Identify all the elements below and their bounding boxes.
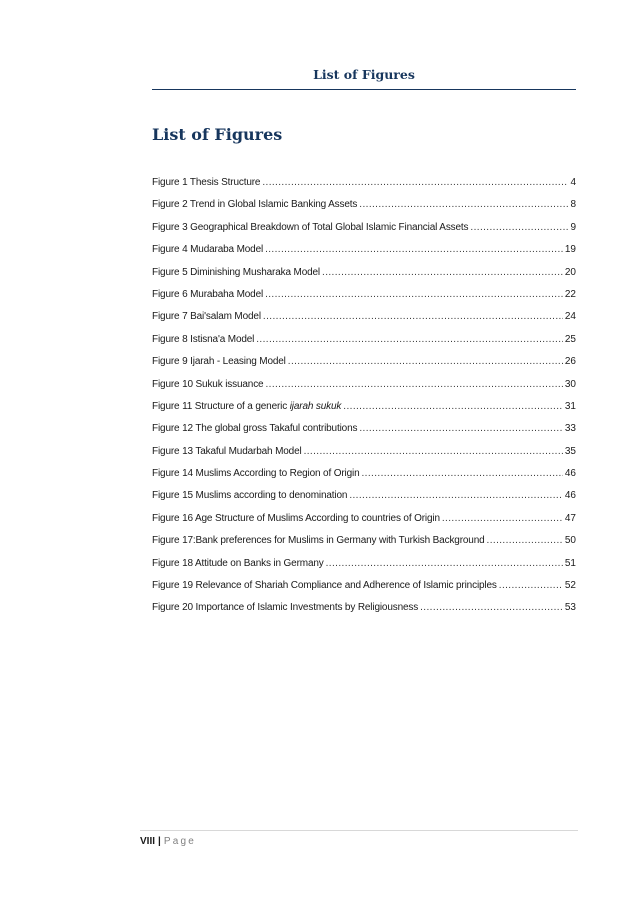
toc-entry-label	[152, 445, 302, 459]
footer-rule	[140, 830, 578, 831]
toc-entry-label	[152, 333, 254, 347]
toc-dot-leader	[263, 310, 563, 324]
toc-entry-label	[152, 288, 263, 302]
toc-entry-text: Figure 3 Geographical Breakdown of Total Global Islamic Financial Assets	[152, 221, 469, 233]
toc-entry-text: Figure 8 Istisna'a Model	[152, 333, 255, 345]
toc-dot-leader	[256, 333, 563, 347]
running-header: List of Figures	[313, 67, 415, 82]
toc-entry-label	[152, 512, 440, 526]
toc-entry-text: Figure 18 Attitude on Banks in Germany	[152, 557, 324, 569]
page-title: List of Figures	[152, 125, 283, 144]
toc-dot-leader	[359, 198, 568, 212]
toc-dot-leader	[322, 266, 563, 280]
toc-entry-text: Figure 12 The global gross Takaful contributions	[152, 423, 358, 435]
toc-entry-text: Figure 13 Takaful Mudarbah Model	[152, 445, 302, 457]
toc-entry-text: Figure 10 Sukuk issuance	[152, 378, 264, 390]
toc-entry[interactable]	[152, 557, 576, 579]
toc-dot-leader	[262, 176, 568, 190]
toc-entry-label	[152, 601, 418, 615]
toc-entry-text: Figure 11 Structure of a generic	[152, 400, 290, 412]
toc-entry-text: Figure 9 Ijarah - Leasing Model	[152, 356, 286, 368]
toc-dot-leader	[487, 534, 563, 548]
toc-entry-page: 4	[570, 177, 576, 188]
toc-entry-text: Figure 14 Muslims According to Region of Origin	[152, 468, 360, 480]
toc-entry-text: Figure 6 Murabaha Model	[152, 288, 264, 300]
toc-dot-leader	[343, 400, 563, 414]
toc-dot-leader	[265, 288, 563, 302]
toc-entry[interactable]	[152, 534, 576, 556]
toc-entry-page: 52	[564, 580, 576, 592]
toc-entry-label	[152, 489, 347, 503]
page-label: Page	[163, 836, 196, 847]
list-of-figures	[152, 176, 576, 624]
toc-entry-italic-text: ijarah sukuk	[289, 400, 342, 412]
toc-entry-text: Figure 4 Mudaraba Model	[152, 244, 264, 256]
toc-entry[interactable]	[152, 400, 576, 422]
page-footer	[140, 836, 196, 847]
toc-entry-label	[152, 310, 261, 324]
toc-entry-label	[152, 198, 357, 212]
toc-entry-page: 53	[564, 602, 576, 614]
toc-entry-page: 31	[564, 400, 576, 412]
toc-dot-leader	[499, 579, 563, 593]
toc-entry[interactable]	[152, 512, 576, 534]
toc-entry-label	[152, 422, 357, 436]
toc-entry[interactable]	[152, 221, 576, 243]
toc-dot-leader	[470, 221, 568, 235]
toc-entry-page: 30	[564, 378, 576, 390]
toc-entry-page: 24	[564, 311, 576, 323]
footer-separator: |	[158, 836, 161, 847]
toc-entry-label	[152, 400, 341, 414]
toc-entry-page: 25	[564, 333, 576, 345]
toc-entry-label	[152, 467, 360, 481]
toc-entry[interactable]	[152, 310, 576, 332]
toc-entry[interactable]	[152, 266, 576, 288]
toc-entry-text: Figure 20 Importance of Islamic Investments by Religiousness	[152, 602, 419, 614]
toc-entry[interactable]	[152, 176, 576, 198]
toc-dot-leader	[362, 467, 563, 481]
toc-entry[interactable]	[152, 378, 576, 400]
toc-entry-page: 46	[564, 490, 576, 502]
toc-entry-page: 19	[564, 244, 576, 256]
toc-entry-label	[152, 355, 286, 369]
toc-entry[interactable]	[152, 355, 576, 377]
toc-entry-page: 22	[564, 288, 576, 300]
toc-entry-text: Figure 2 Trend in Global Islamic Banking Assets	[152, 199, 358, 211]
toc-dot-leader	[359, 422, 563, 436]
toc-entry[interactable]	[152, 579, 576, 601]
toc-entry-page: 46	[564, 468, 576, 480]
header-rule	[152, 89, 576, 90]
toc-entry-text: Figure 16 Age Structure of Muslims According to countries of Origin	[152, 512, 440, 524]
toc-entry-page: 35	[564, 445, 576, 457]
toc-entry-page: 51	[564, 557, 576, 569]
toc-dot-leader	[288, 355, 563, 369]
toc-entry-label	[152, 243, 263, 257]
toc-entry-page: 33	[564, 423, 576, 435]
toc-dot-leader	[420, 601, 563, 615]
toc-entry-label	[152, 266, 320, 280]
toc-entry[interactable]	[152, 288, 576, 310]
toc-entry-text: Figure 7 Bai'salam Model	[152, 311, 261, 323]
toc-dot-leader	[265, 378, 562, 392]
toc-entry-label	[152, 534, 485, 548]
toc-entry[interactable]	[152, 422, 576, 444]
toc-entry[interactable]	[152, 333, 576, 355]
toc-entry-label	[152, 579, 497, 593]
toc-entry-text: Figure 1 Thesis Structure	[152, 177, 261, 188]
toc-entry-text: Figure 15 Muslims according to denomination	[152, 490, 348, 502]
toc-entry-page: 47	[564, 512, 576, 524]
toc-entry[interactable]	[152, 601, 576, 623]
page-number: VIII	[140, 836, 156, 847]
toc-dot-leader	[349, 489, 563, 503]
toc-entry[interactable]	[152, 198, 576, 220]
toc-entry-label	[152, 176, 260, 190]
toc-dot-leader	[265, 243, 563, 257]
toc-entry-label	[152, 557, 324, 571]
toc-entry-label	[152, 221, 468, 235]
toc-entry-text: Figure 17:Bank preferences for Muslims in Germany with Turkish Background	[152, 535, 485, 547]
toc-entry-text: Figure 19 Relevance of Shariah Compliance and Adherence of Islamic principles	[152, 580, 497, 592]
toc-entry-page: 26	[564, 356, 576, 368]
toc-entry[interactable]	[152, 445, 576, 467]
toc-dot-leader	[442, 512, 563, 526]
toc-entry-page: 20	[564, 266, 576, 278]
toc-entry-page: 8	[570, 199, 576, 211]
toc-entry-page: 50	[564, 535, 576, 547]
toc-dot-leader	[304, 445, 563, 459]
toc-entry[interactable]	[152, 243, 576, 265]
toc-dot-leader	[326, 557, 563, 571]
toc-entry[interactable]	[152, 467, 576, 489]
toc-entry-text: Figure 5 Diminishing Musharaka Model	[152, 266, 321, 278]
toc-entry[interactable]	[152, 489, 576, 511]
toc-entry-page: 9	[570, 221, 576, 233]
toc-entry-label	[152, 378, 263, 392]
